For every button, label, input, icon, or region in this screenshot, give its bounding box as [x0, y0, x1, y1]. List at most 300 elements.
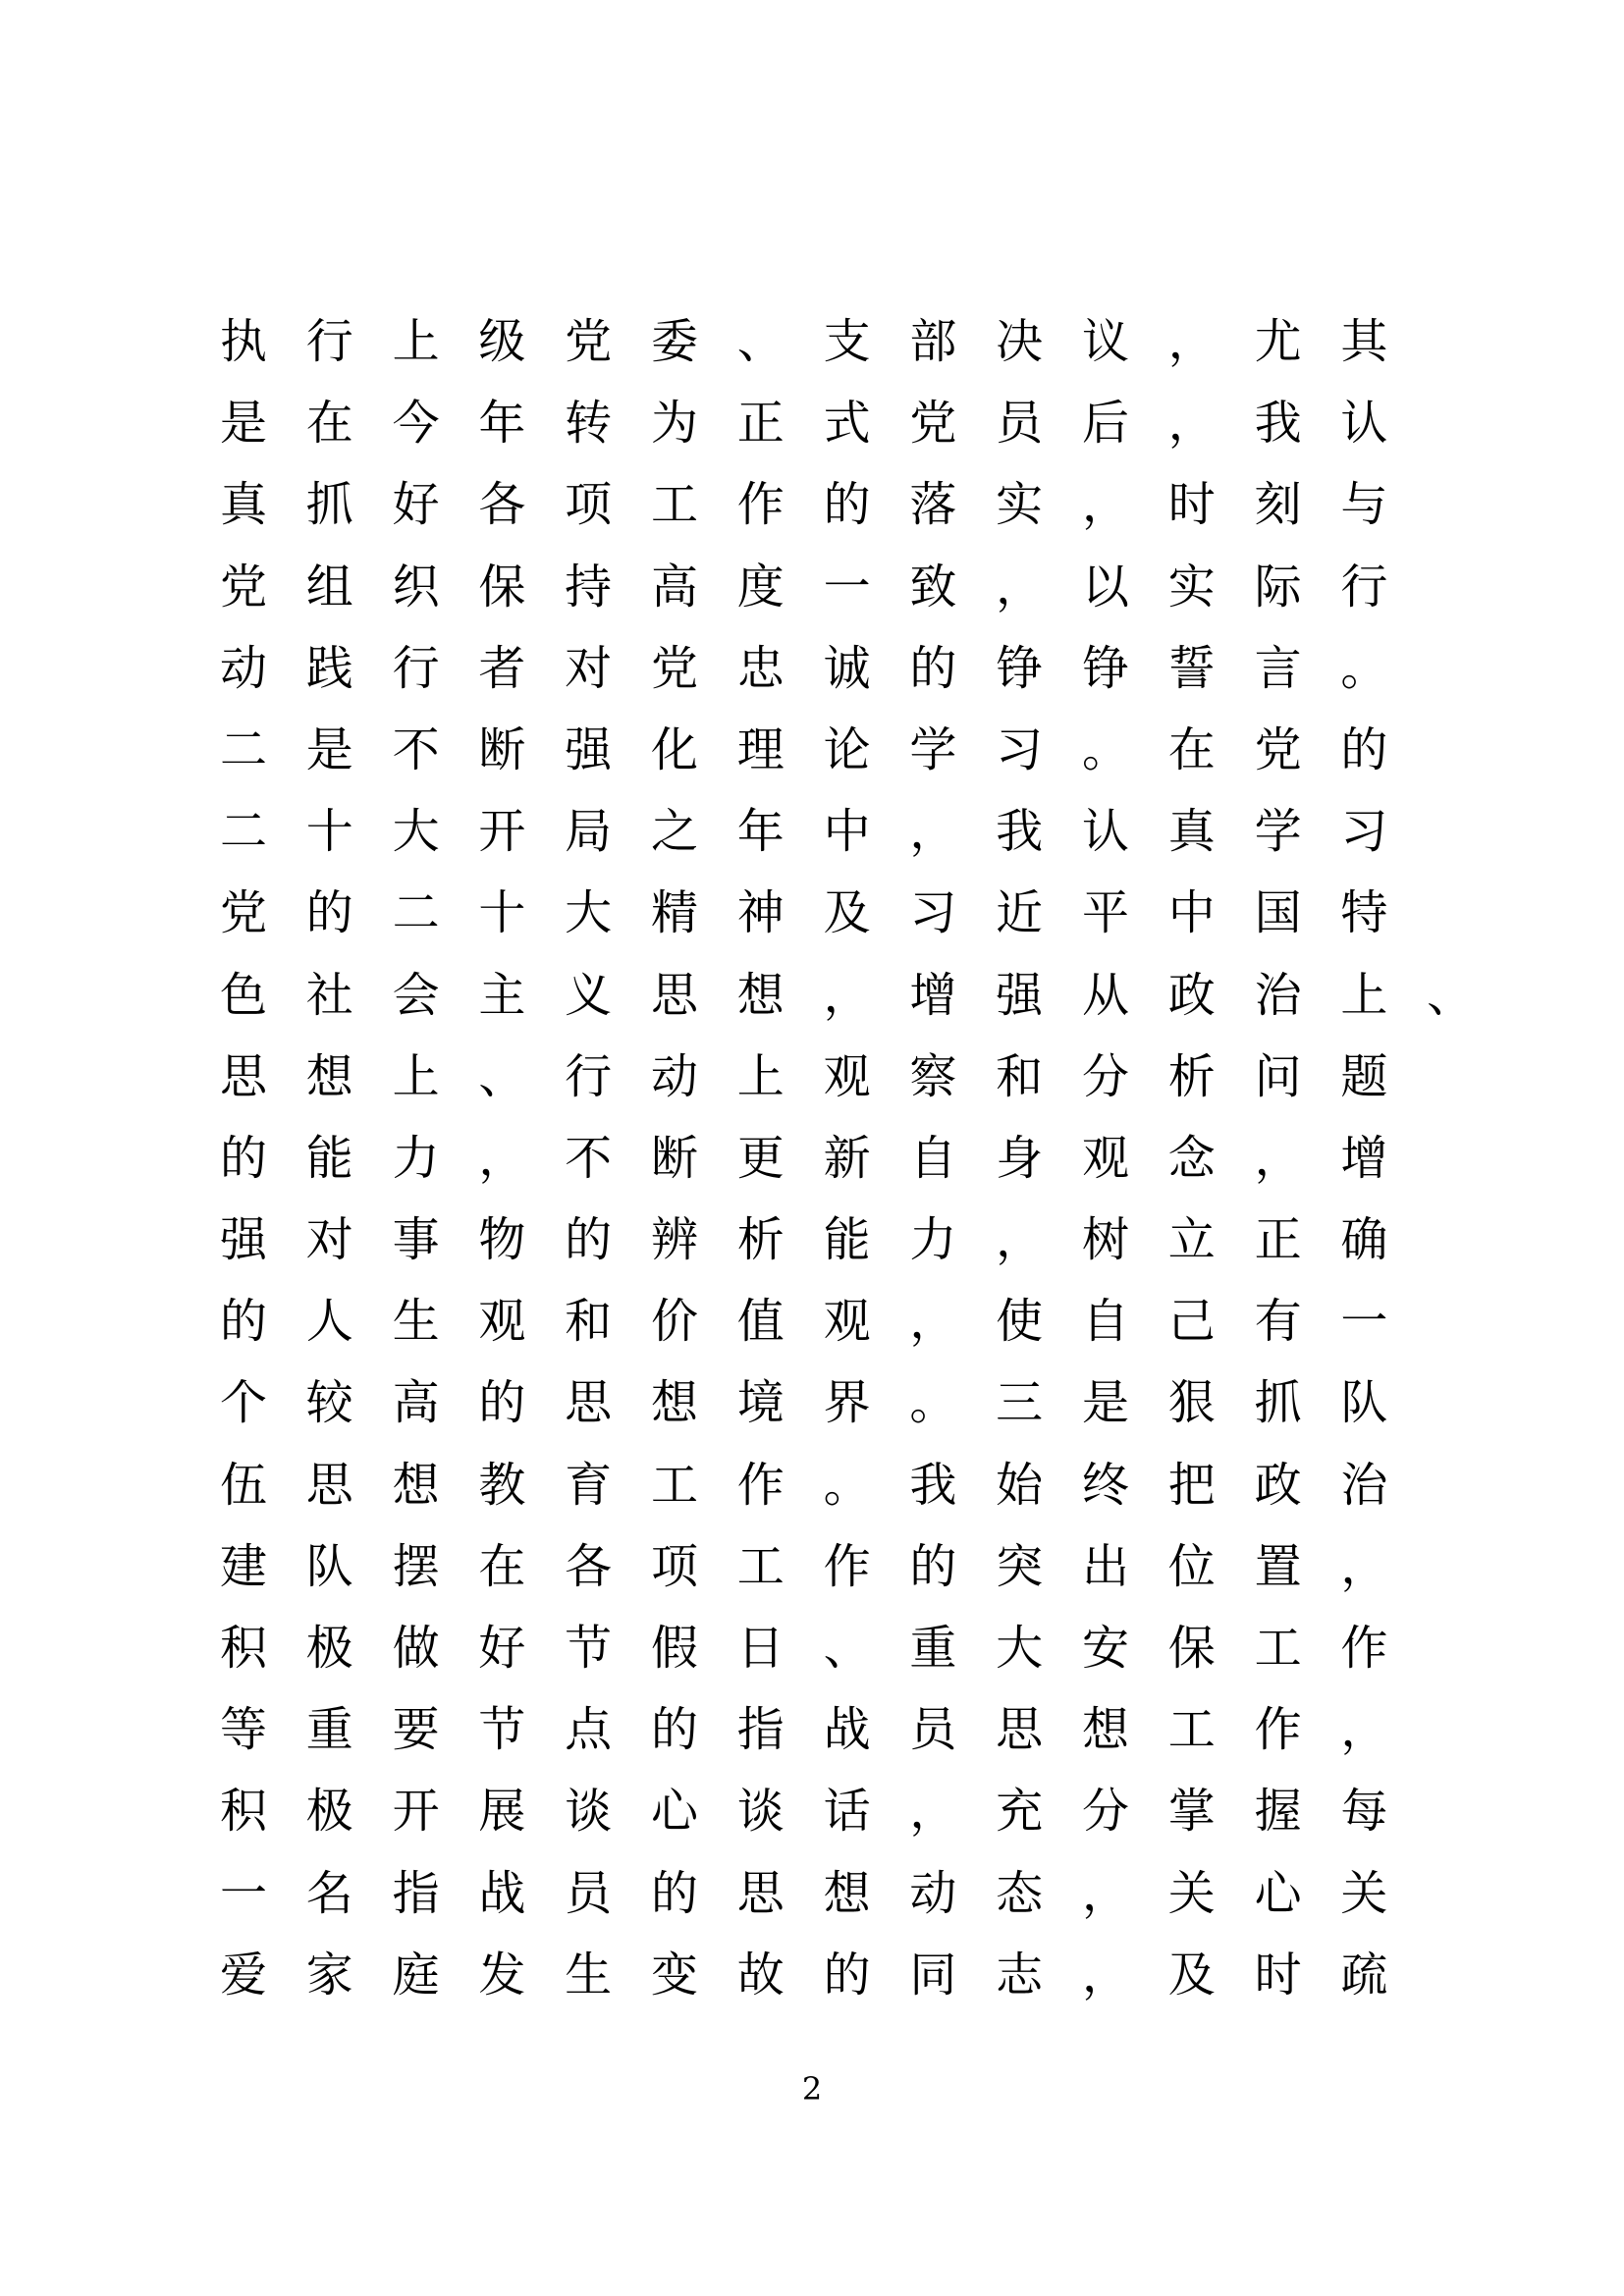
text-char: 摆: [392, 1538, 440, 1594]
text-line: [218, 1537, 1494, 1619]
text-char: 行: [1340, 559, 1388, 614]
text-char: 观: [823, 1048, 871, 1104]
text-char: 展: [478, 1784, 526, 1840]
text-char: 上: [1340, 967, 1388, 1023]
text-char: 同: [909, 1947, 957, 2002]
text-char: 不: [565, 1130, 613, 1186]
page-number: 2: [801, 2070, 823, 2108]
text-char: 始: [996, 1457, 1044, 1513]
text-char: 疏: [1340, 1947, 1388, 2002]
text-char: 。: [1340, 640, 1388, 696]
text-char: 项: [565, 477, 613, 533]
text-char: 其: [1340, 314, 1388, 369]
text-char: 节: [565, 1621, 613, 1676]
text-char: 习: [909, 885, 957, 941]
text-char: 念: [1167, 1130, 1216, 1186]
text-char: 事: [392, 1212, 440, 1268]
text-char: 三: [996, 1375, 1044, 1431]
text-char: 式: [823, 396, 871, 452]
text-char: 神: [736, 885, 785, 941]
text-char: ，: [1254, 1130, 1302, 1186]
text-char: 位: [1167, 1538, 1216, 1594]
text-char: 织: [392, 559, 440, 614]
text-char: 大: [392, 804, 440, 860]
text-char: 政: [1254, 1457, 1302, 1513]
text-char: 终: [1081, 1457, 1129, 1513]
text-line: [218, 639, 1494, 721]
text-char: 开: [478, 804, 526, 860]
text-char: 在: [305, 396, 353, 452]
text-char: 开: [392, 1784, 440, 1840]
text-char: 一: [219, 1865, 267, 1921]
text-char: 教: [478, 1457, 526, 1513]
text-char: 建: [219, 1538, 267, 1594]
text-char: 立: [1167, 1212, 1216, 1268]
text-char: 做: [392, 1621, 440, 1676]
text-line: [218, 1373, 1494, 1455]
text-char: 十: [478, 885, 526, 941]
text-char: 二: [219, 721, 267, 777]
text-char: 大: [565, 885, 613, 941]
text-char: 力: [392, 1130, 440, 1186]
text-line: [218, 1700, 1494, 1782]
text-char: 作: [736, 1457, 785, 1513]
text-char: 战: [478, 1865, 526, 1921]
text-char: 工: [650, 1457, 698, 1513]
text-char: 以: [1081, 559, 1129, 614]
text-line: [218, 1129, 1494, 1210]
text-char: 分: [1081, 1048, 1129, 1104]
text-char: 值: [736, 1294, 785, 1350]
text-char: 誓: [1167, 640, 1216, 696]
text-char: ，: [1081, 477, 1129, 533]
text-char: 突: [996, 1538, 1044, 1594]
text-char: 育: [565, 1457, 613, 1513]
text-char: 自: [909, 1130, 957, 1186]
text-char: 想: [392, 1457, 440, 1513]
text-char: 员: [565, 1865, 613, 1921]
text-char: 者: [478, 640, 526, 696]
text-char: 工: [1254, 1621, 1302, 1676]
text-char: 对: [565, 640, 613, 696]
text-char: 界: [823, 1375, 871, 1431]
text-char: 正: [736, 396, 785, 452]
text-char: 一: [823, 559, 871, 614]
text-char: 持: [565, 559, 613, 614]
text-char: 较: [305, 1375, 353, 1431]
text-char: 近: [996, 885, 1044, 941]
text-char: 及: [1167, 1947, 1216, 2002]
text-char: 增: [909, 967, 957, 1023]
text-char: ，: [1081, 1947, 1129, 2002]
text-char: 铮: [996, 640, 1044, 696]
text-char: ，: [1340, 1538, 1388, 1594]
text-char: 强: [565, 721, 613, 777]
text-char: 。: [1081, 721, 1129, 777]
text-line: [218, 1946, 1494, 2027]
text-char: 际: [1254, 559, 1302, 614]
text-char: 、: [736, 314, 785, 369]
text-char: 志: [996, 1947, 1044, 2002]
text-char: 名: [305, 1865, 353, 1921]
text-char: 部: [909, 314, 957, 369]
text-char: 有: [1254, 1294, 1302, 1350]
text-char: 假: [650, 1621, 698, 1676]
text-char: 是: [219, 396, 267, 452]
text-char: 工: [650, 477, 698, 533]
text-char: 作: [823, 1538, 871, 1594]
text-char: 变: [650, 1947, 698, 2002]
text-char: 行: [565, 1048, 613, 1104]
text-char: 析: [736, 1212, 785, 1268]
text-char: 精: [650, 885, 698, 941]
text-char: 认: [1081, 804, 1129, 860]
text-char: 大: [996, 1621, 1044, 1676]
text-line: [218, 802, 1494, 883]
text-char: 、: [1427, 967, 1475, 1023]
text-char: 二: [392, 885, 440, 941]
text-char: 动: [219, 640, 267, 696]
text-char: 党: [565, 314, 613, 369]
text-char: 庭: [392, 1947, 440, 2002]
text-char: 点: [565, 1702, 613, 1758]
text-char: 落: [909, 477, 957, 533]
text-char: 不: [392, 721, 440, 777]
text-char: 。: [909, 1375, 957, 1431]
text-char: 度: [736, 559, 785, 614]
text-char: 强: [219, 1212, 267, 1268]
text-char: 致: [909, 559, 957, 614]
text-char: 确: [1340, 1212, 1388, 1268]
text-char: 时: [1167, 477, 1216, 533]
text-char: 想: [305, 1048, 353, 1104]
text-char: 察: [909, 1048, 957, 1104]
text-char: 动: [909, 1865, 957, 1921]
text-char: ，: [478, 1130, 526, 1186]
text-char: 年: [478, 396, 526, 452]
text-char: 日: [736, 1621, 785, 1676]
text-char: 积: [219, 1621, 267, 1676]
text-char: 的: [909, 1538, 957, 1594]
text-char: 抓: [305, 477, 353, 533]
text-char: 。: [823, 1457, 871, 1513]
text-char: 是: [1081, 1375, 1129, 1431]
text-char: 十: [305, 804, 353, 860]
text-char: 议: [1081, 314, 1129, 369]
text-char: 之: [650, 804, 698, 860]
text-char: 分: [1081, 1784, 1129, 1840]
text-char: ，: [909, 1784, 957, 1840]
text-char: 掌: [1167, 1784, 1216, 1840]
text-char: 作: [736, 477, 785, 533]
text-char: 辨: [650, 1212, 698, 1268]
text-char: 伍: [219, 1457, 267, 1513]
text-char: 论: [823, 721, 871, 777]
text-char: 新: [823, 1130, 871, 1186]
text-line: [218, 966, 1494, 1047]
text-char: 生: [392, 1294, 440, 1350]
text-char: 的: [305, 885, 353, 941]
text-char: 保: [478, 559, 526, 614]
text-char: 想: [1081, 1702, 1129, 1758]
text-char: 决: [996, 314, 1044, 369]
text-char: 践: [305, 640, 353, 696]
text-char: 动: [650, 1048, 698, 1104]
text-char: 在: [478, 1538, 526, 1594]
text-char: 的: [478, 1375, 526, 1431]
text-char: 刻: [1254, 477, 1302, 533]
text-char: 党: [909, 396, 957, 452]
text-char: 狠: [1167, 1375, 1216, 1431]
text-char: 党: [219, 885, 267, 941]
text-char: 的: [219, 1130, 267, 1186]
text-char: 及: [823, 885, 871, 941]
text-char: 委: [650, 314, 698, 369]
text-char: 的: [823, 1947, 871, 2002]
text-char: 观: [823, 1294, 871, 1350]
text-char: 态: [996, 1865, 1044, 1921]
text-char: 极: [305, 1621, 353, 1676]
text-char: 的: [219, 1294, 267, 1350]
text-char: 安: [1081, 1621, 1129, 1676]
text-char: 员: [996, 396, 1044, 452]
text-char: 己: [1167, 1294, 1216, 1350]
text-char: 学: [1254, 804, 1302, 860]
text-char: 题: [1340, 1048, 1388, 1104]
text-char: 发: [478, 1947, 526, 2002]
text-char: 、: [823, 1621, 871, 1676]
text-char: 等: [219, 1702, 267, 1758]
text-char: 政: [1167, 967, 1216, 1023]
text-char: 行: [392, 640, 440, 696]
text-line: [218, 1210, 1494, 1292]
text-char: 我: [1254, 396, 1302, 452]
text-char: 个: [219, 1375, 267, 1431]
text-char: 思: [736, 1865, 785, 1921]
text-char: 上: [392, 314, 440, 369]
text-char: 治: [1340, 1457, 1388, 1513]
text-char: 年: [736, 804, 785, 860]
text-char: 一: [1340, 1294, 1388, 1350]
text-char: 忠: [736, 640, 785, 696]
text-char: 每: [1340, 1784, 1388, 1840]
text-char: 项: [650, 1538, 698, 1594]
text-char: 自: [1081, 1294, 1129, 1350]
text-char: 义: [565, 967, 613, 1023]
text-char: 力: [909, 1212, 957, 1268]
text-char: 实: [1167, 559, 1216, 614]
text-char: 为: [650, 396, 698, 452]
text-line: [218, 1864, 1494, 1946]
text-char: 诚: [823, 640, 871, 696]
text-char: 国: [1254, 885, 1302, 941]
text-char: 习: [996, 721, 1044, 777]
text-char: 级: [478, 314, 526, 369]
text-char: 思: [565, 1375, 613, 1431]
text-char: 断: [650, 1130, 698, 1186]
text-char: 真: [219, 477, 267, 533]
text-char: 谈: [565, 1784, 613, 1840]
text-char: 观: [1081, 1130, 1129, 1186]
text-char: ，: [909, 1294, 957, 1350]
text-char: 真: [1167, 804, 1216, 860]
text-char: ，: [1167, 396, 1216, 452]
text-char: 心: [1254, 1865, 1302, 1921]
text-char: 党: [650, 640, 698, 696]
text-char: 上: [392, 1048, 440, 1104]
text-char: 握: [1254, 1784, 1302, 1840]
text-char: 强: [996, 967, 1044, 1023]
text-char: 置: [1254, 1538, 1302, 1594]
text-char: 实: [996, 477, 1044, 533]
text-line: [218, 312, 1494, 394]
text-char: 的: [909, 640, 957, 696]
text-char: 队: [1340, 1375, 1388, 1431]
text-char: 身: [996, 1130, 1044, 1186]
text-line: [218, 394, 1494, 475]
text-line: [218, 475, 1494, 557]
text-char: 保: [1167, 1621, 1216, 1676]
text-char: 从: [1081, 967, 1129, 1023]
text-char: 话: [823, 1784, 871, 1840]
text-char: 想: [736, 967, 785, 1023]
text-char: 的: [650, 1865, 698, 1921]
text-char: 境: [736, 1375, 785, 1431]
text-char: 党: [219, 559, 267, 614]
text-char: ，: [1167, 314, 1216, 369]
text-char: 与: [1340, 477, 1388, 533]
text-char: 价: [650, 1294, 698, 1350]
text-char: 思: [650, 967, 698, 1023]
text-char: 关: [1340, 1865, 1388, 1921]
text-char: 执: [219, 314, 267, 369]
text-char: 组: [305, 559, 353, 614]
text-line: [218, 721, 1494, 802]
text-char: 的: [565, 1212, 613, 1268]
text-char: 生: [565, 1947, 613, 2002]
text-char: 中: [1167, 885, 1216, 941]
text-char: 的: [823, 477, 871, 533]
text-char: ，: [1081, 1865, 1129, 1921]
text-char: 后: [1081, 396, 1129, 452]
text-char: 抓: [1254, 1375, 1302, 1431]
text-char: 谈: [736, 1784, 785, 1840]
text-char: 观: [478, 1294, 526, 1350]
text-char: 各: [478, 477, 526, 533]
text-char: 作: [1340, 1621, 1388, 1676]
text-char: 工: [1167, 1702, 1216, 1758]
text-char: 指: [392, 1865, 440, 1921]
text-char: 重: [305, 1702, 353, 1758]
text-line: [218, 1782, 1494, 1863]
text-line: [218, 558, 1494, 639]
text-char: 指: [736, 1702, 785, 1758]
text-char: 积: [219, 1784, 267, 1840]
text-char: 二: [219, 804, 267, 860]
text-char: 和: [565, 1294, 613, 1350]
text-char: 治: [1254, 967, 1302, 1023]
text-char: 想: [823, 1865, 871, 1921]
text-char: 平: [1081, 885, 1129, 941]
text-char: 我: [996, 804, 1044, 860]
text-char: 中: [823, 804, 871, 860]
body-text: [218, 312, 1494, 2027]
text-line: [218, 1456, 1494, 1537]
text-char: 对: [305, 1212, 353, 1268]
text-char: 转: [565, 396, 613, 452]
text-char: ，: [823, 967, 871, 1023]
text-char: 更: [736, 1130, 785, 1186]
text-char: 作: [1254, 1702, 1302, 1758]
text-char: 尤: [1254, 314, 1302, 369]
text-char: 理: [736, 721, 785, 777]
text-char: 特: [1340, 885, 1388, 941]
text-char: ，: [909, 804, 957, 860]
text-char: 高: [650, 559, 698, 614]
text-char: 的: [650, 1702, 698, 1758]
text-char: 能: [823, 1212, 871, 1268]
text-char: 局: [565, 804, 613, 860]
text-char: 和: [996, 1048, 1044, 1104]
text-char: 爱: [219, 1947, 267, 2002]
text-char: ，: [1340, 1702, 1388, 1758]
text-char: 上: [736, 1048, 785, 1104]
text-char: 认: [1340, 396, 1388, 452]
text-char: 能: [305, 1130, 353, 1186]
text-char: 故: [736, 1947, 785, 2002]
text-char: 战: [823, 1702, 871, 1758]
text-char: 色: [219, 967, 267, 1023]
text-char: 析: [1167, 1048, 1216, 1104]
text-char: 工: [736, 1538, 785, 1594]
text-char: 使: [996, 1294, 1044, 1350]
text-char: 思: [305, 1457, 353, 1513]
text-char: ，: [996, 1212, 1044, 1268]
text-char: 思: [996, 1702, 1044, 1758]
text-char: 主: [478, 967, 526, 1023]
text-char: 在: [1167, 721, 1216, 777]
text-char: 我: [909, 1457, 957, 1513]
text-char: 学: [909, 721, 957, 777]
text-char: 充: [996, 1784, 1044, 1840]
text-char: 习: [1340, 804, 1388, 860]
text-char: 社: [305, 967, 353, 1023]
text-char: 各: [565, 1538, 613, 1594]
text-line: [218, 1619, 1494, 1700]
text-line: [218, 1292, 1494, 1373]
text-char: 行: [305, 314, 353, 369]
text-char: 时: [1254, 1947, 1302, 2002]
text-char: 好: [478, 1621, 526, 1676]
text-char: 正: [1254, 1212, 1302, 1268]
text-char: 物: [478, 1212, 526, 1268]
text-char: 人: [305, 1294, 353, 1350]
text-char: 、: [478, 1048, 526, 1104]
text-char: 高: [392, 1375, 440, 1431]
text-char: 把: [1167, 1457, 1216, 1513]
text-char: 铮: [1081, 640, 1129, 696]
text-char: 党: [1254, 721, 1302, 777]
text-char: 的: [1340, 721, 1388, 777]
text-char: 问: [1254, 1048, 1302, 1104]
text-char: 想: [650, 1375, 698, 1431]
text-char: 家: [305, 1947, 353, 2002]
text-char: 要: [392, 1702, 440, 1758]
text-char: 心: [650, 1784, 698, 1840]
text-char: 今: [392, 396, 440, 452]
text-char: ，: [996, 559, 1044, 614]
text-char: 支: [823, 314, 871, 369]
